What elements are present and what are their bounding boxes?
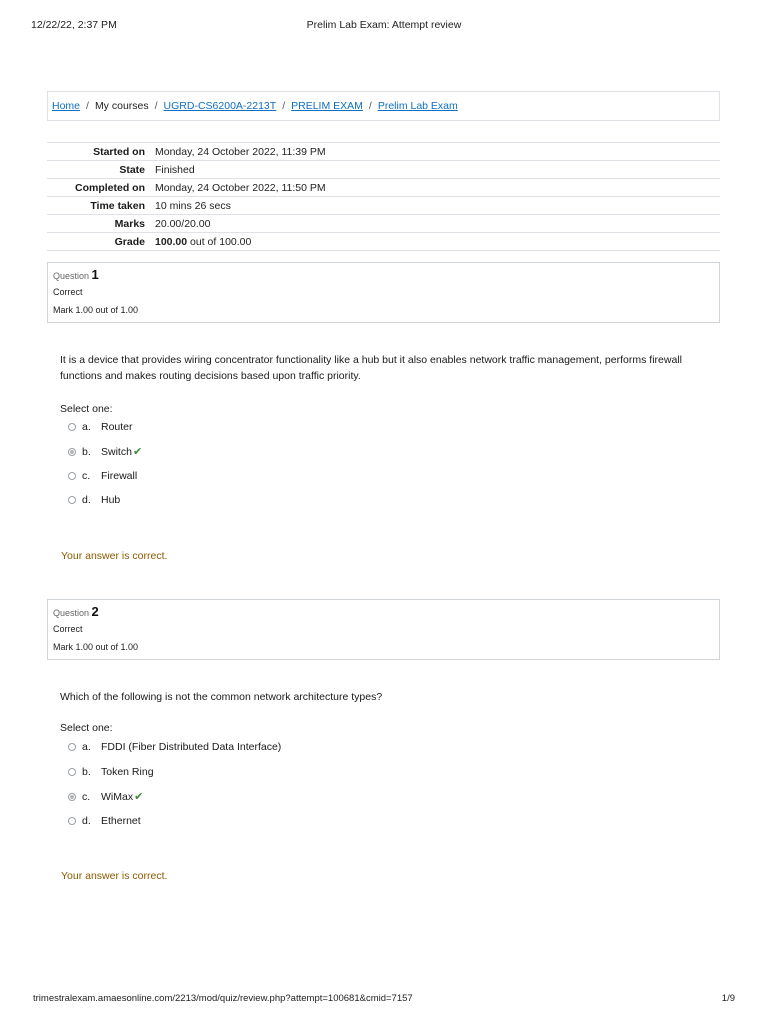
print-page-number: 1/9 <box>721 993 735 1004</box>
breadcrumb-quiz-link[interactable]: Prelim Lab Exam <box>377 100 458 112</box>
option-text: Firewall <box>101 470 138 482</box>
option-text: FDDI (Fiber Distributed Data Interface) <box>101 741 282 753</box>
radio-button[interactable] <box>68 472 76 480</box>
breadcrumb-section-link[interactable]: PRELIM EXAM <box>291 100 363 112</box>
grade-value: 100.00 <box>155 235 188 248</box>
question-number-value: 1 <box>91 267 99 282</box>
summary-row-grade <box>47 233 720 251</box>
option-text: Switch <box>101 445 132 458</box>
summary-row-time-taken <box>47 197 720 215</box>
option-text: Router <box>101 421 133 433</box>
option-letter: a. <box>82 421 91 433</box>
question-number <box>53 267 719 282</box>
summary-label: Time taken <box>90 199 145 212</box>
question-number-value: 2 <box>91 604 99 619</box>
q1-option-d[interactable] <box>68 494 120 506</box>
option-letter: d. <box>82 815 91 827</box>
summary-row-marks <box>47 215 720 233</box>
question-grade: Mark 1.00 out of 1.00 <box>53 305 139 315</box>
summary-value: 20.00/20.00 <box>155 217 211 230</box>
question-1-info <box>47 262 720 323</box>
option-letter: c. <box>82 790 91 803</box>
radio-button[interactable] <box>68 423 76 431</box>
question-2-feedback: Your answer is correct. <box>61 870 168 882</box>
radio-button-selected[interactable] <box>68 793 76 801</box>
breadcrumb-separator: / <box>282 100 286 112</box>
option-text: Hub <box>101 494 121 506</box>
summary-label: State <box>119 163 145 176</box>
summary-value: 10 mins 26 secs <box>155 199 231 212</box>
q1-option-b[interactable] <box>68 445 142 458</box>
option-text: WiMax <box>101 790 134 803</box>
breadcrumb-home-link[interactable]: Home <box>52 100 81 112</box>
q2-option-b[interactable] <box>68 766 154 778</box>
print-url: trimestralexam.amaesonline.com/2213/mod/quiz/review.php?attempt=100681&cmid=7157 <box>33 993 413 1004</box>
question-1-prompt: Select one: <box>60 403 113 415</box>
question-label: Question <box>53 271 90 281</box>
summary-value: Monday, 24 October 2022, 11:50 PM <box>155 181 326 194</box>
question-2-info <box>47 599 720 660</box>
radio-button[interactable] <box>68 496 76 504</box>
question-state: Correct <box>53 624 83 634</box>
breadcrumb <box>47 91 720 121</box>
q2-option-a[interactable] <box>68 741 281 753</box>
q2-option-d[interactable] <box>68 815 141 827</box>
grade-suffix: out of 100.00 <box>190 235 252 248</box>
question-2-text: Which of the following is not the common network architecture types? <box>60 691 383 703</box>
question-grade: Mark 1.00 out of 1.00 <box>53 642 139 652</box>
question-number <box>53 604 719 619</box>
check-icon: ✔ <box>134 791 144 803</box>
option-text: Ethernet <box>101 815 141 827</box>
option-letter: d. <box>82 494 91 506</box>
question-state: Correct <box>53 287 83 297</box>
summary-row-completed <box>47 179 720 197</box>
breadcrumb-course-link[interactable]: UGRD-CS6200A-2213T <box>163 100 277 112</box>
option-letter: c. <box>82 470 91 482</box>
question-2-prompt: Select one: <box>60 722 113 734</box>
print-title: Prelim Lab Exam: Attempt review <box>306 19 462 31</box>
summary-row-state <box>47 161 720 179</box>
summary-label: Completed on <box>75 181 145 194</box>
option-letter: b. <box>82 766 91 778</box>
question-1-text: It is a device that provides wiring concentrator functionality like a hub but it also enables network traffic management, performs firewall functions and makes routing decisions based upon traffic priority. <box>60 354 682 382</box>
q2-option-c[interactable] <box>68 790 143 803</box>
breadcrumb-separator: / <box>368 100 372 112</box>
breadcrumb-my-courses: My courses <box>94 100 149 112</box>
summary-label: Marks <box>114 217 145 230</box>
check-icon: ✔ <box>132 446 143 458</box>
summary-value: Monday, 24 October 2022, 11:39 PM <box>155 145 326 158</box>
q1-option-a[interactable] <box>68 421 133 433</box>
breadcrumb-separator: / <box>154 100 158 112</box>
radio-button[interactable] <box>68 743 76 751</box>
summary-label: Started on <box>93 145 145 158</box>
print-datetime: 12/22/22, 2:37 PM <box>31 19 117 31</box>
radio-button-selected[interactable] <box>68 448 76 456</box>
summary-value: Finished <box>155 163 195 176</box>
summary-value <box>155 233 720 251</box>
question-1-feedback: Your answer is correct. <box>61 550 168 562</box>
breadcrumb-separator: / <box>86 100 89 112</box>
radio-button[interactable] <box>68 817 76 825</box>
option-text: Token Ring <box>101 766 154 778</box>
attempt-summary-table <box>47 142 720 251</box>
question-label: Question <box>53 608 90 618</box>
radio-button[interactable] <box>68 768 76 776</box>
summary-row-started <box>47 143 720 161</box>
option-letter: a. <box>82 741 91 753</box>
summary-label: Grade <box>114 235 145 248</box>
q1-option-c[interactable] <box>68 470 137 482</box>
option-letter: b. <box>82 445 91 458</box>
